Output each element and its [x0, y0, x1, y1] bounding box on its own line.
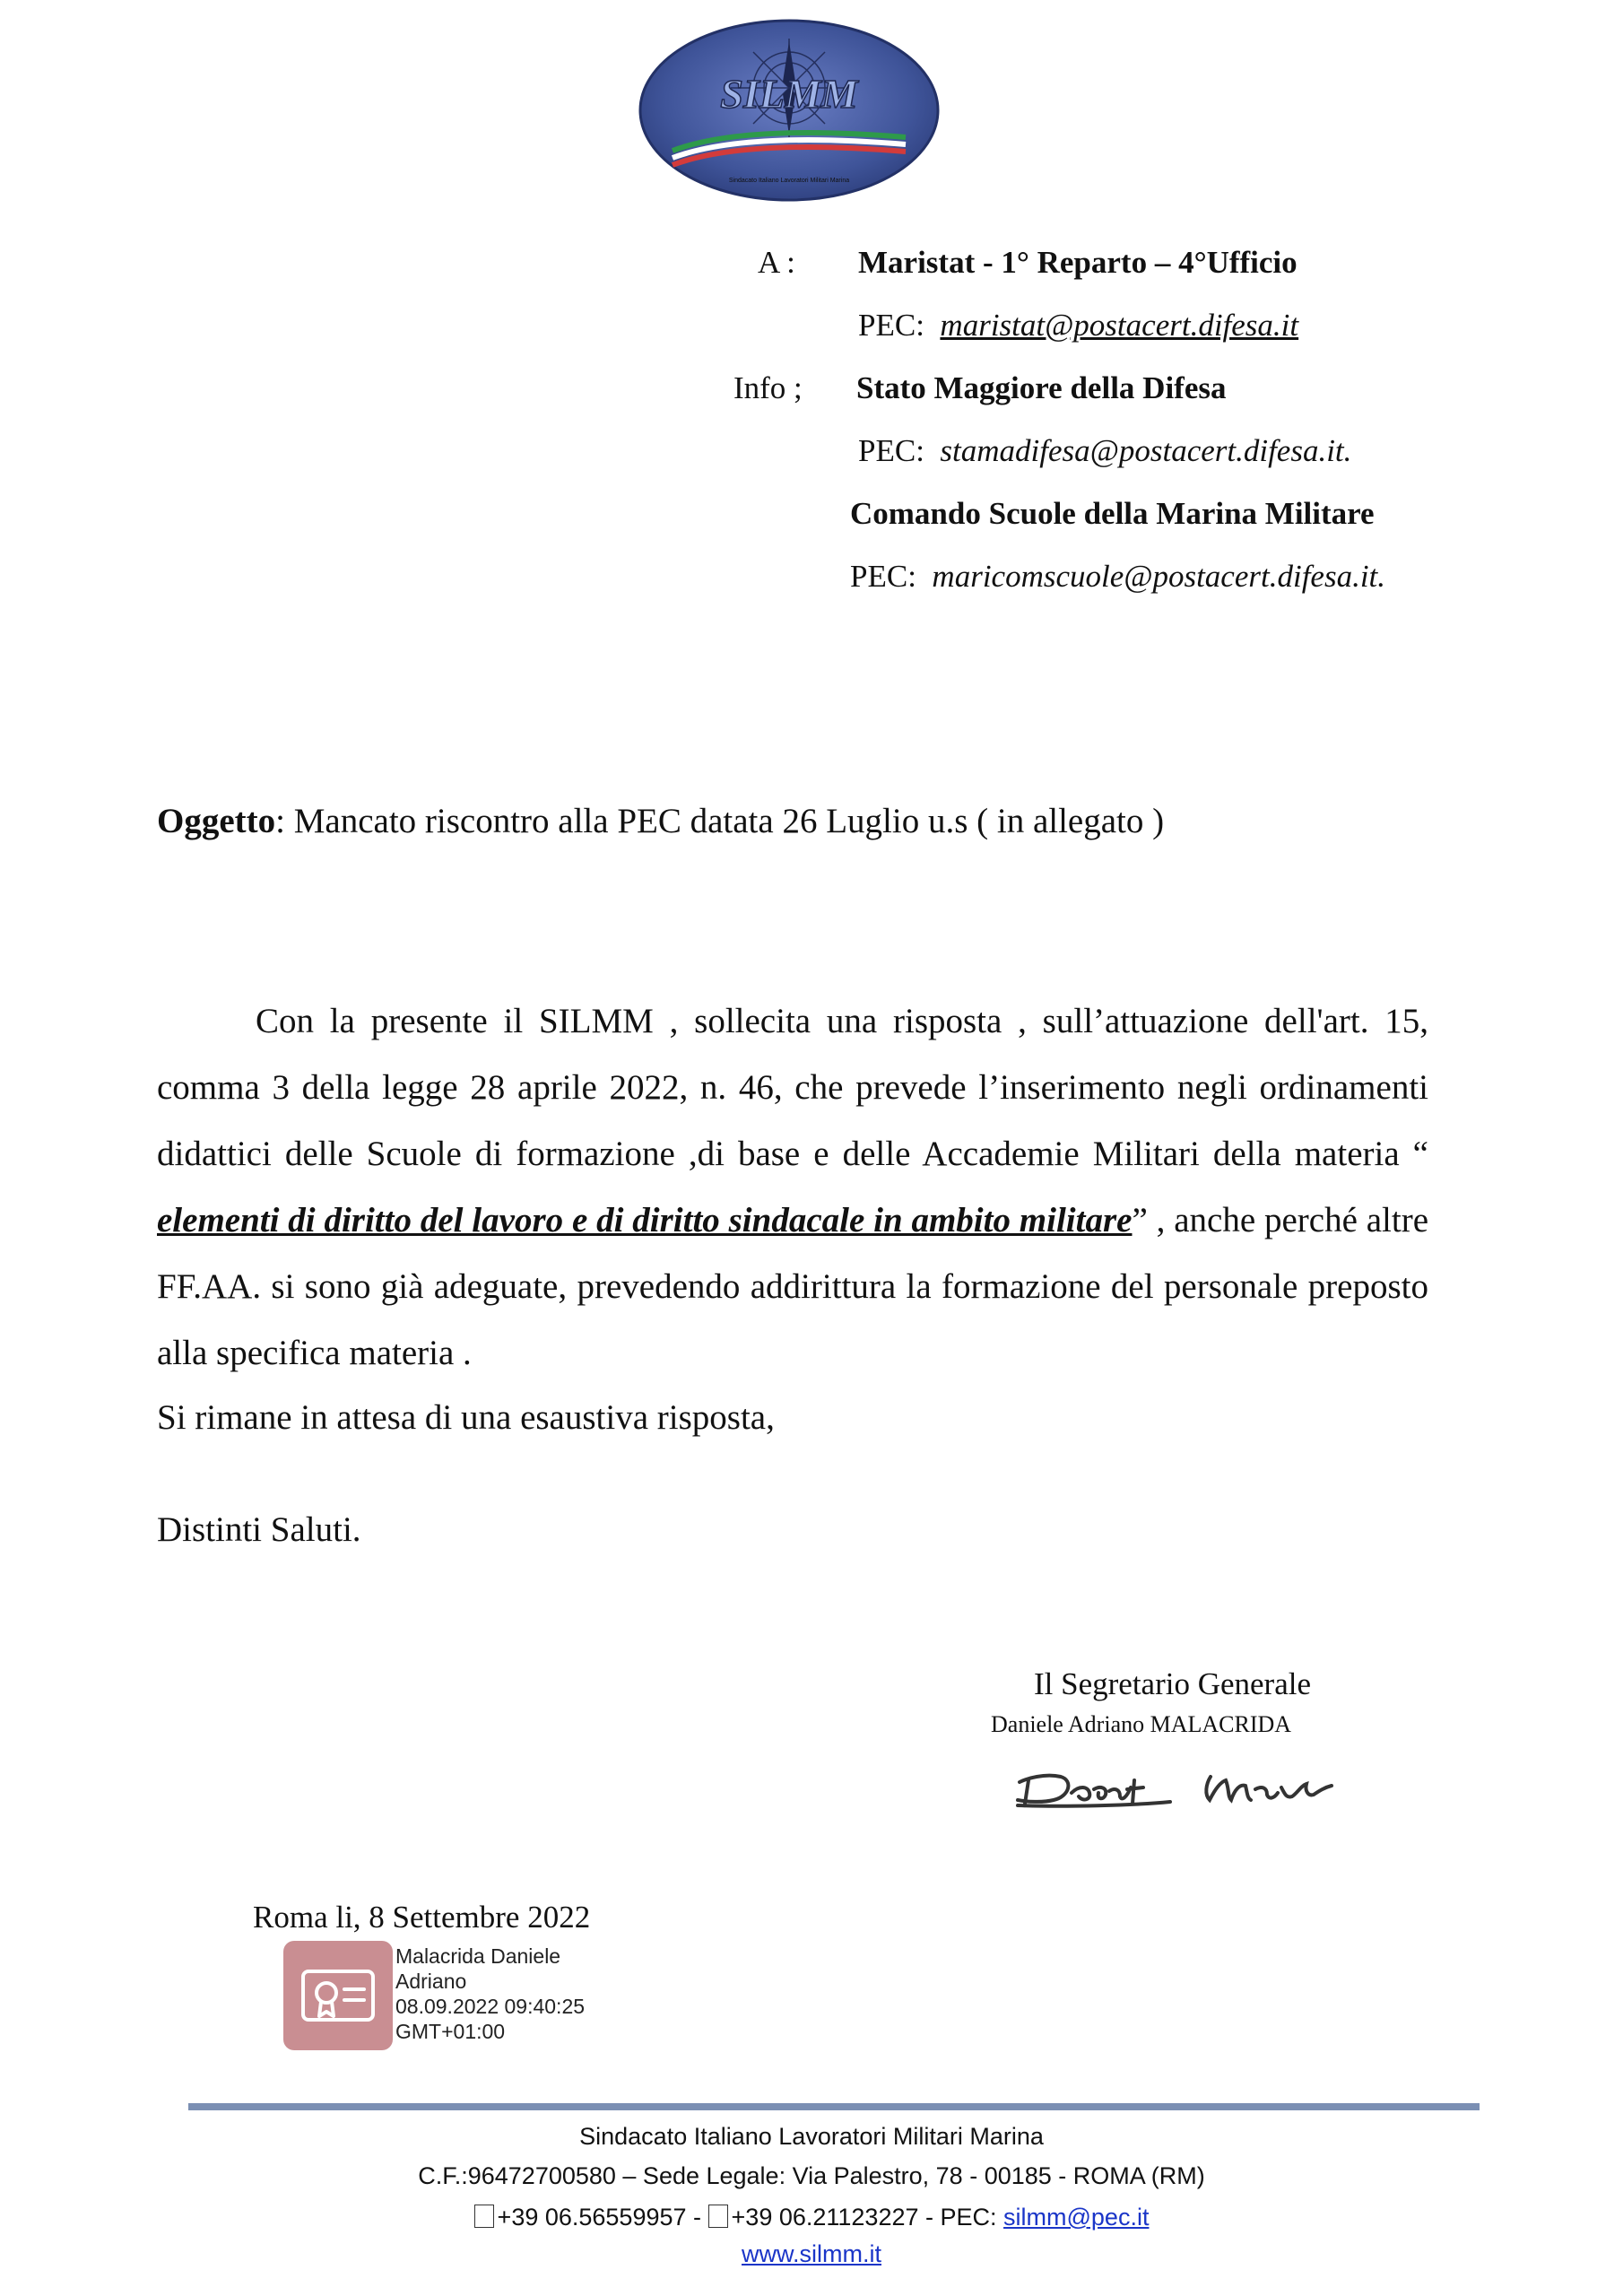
logo-subtitle: Sindacato Italiano Lavoratori Militari Marina — [728, 178, 850, 184]
info2-pec-row — [850, 559, 1385, 595]
footer-pec-link[interactable]: silmm@pec.it — [1003, 2204, 1150, 2231]
info1-name: Stato Maggiore della Difesa — [856, 370, 1227, 405]
subject-line — [157, 801, 1164, 841]
handwritten-signature — [1009, 1753, 1367, 1825]
info1-pec-row — [858, 433, 1351, 469]
body-part1: Con la presente il SILMM , sollecita una risposta , sull’attuazione dell'art. 15, comma 3 della legge 28 aprile 2022, n. 46, che prevede l’inserimento negli ordinamenti didattici delle Scuole di formazione ,di base e delle Accademie Militari della materia “ — [157, 1002, 1428, 1173]
fax-icon — [708, 2205, 728, 2228]
info2-name: Comando Scuole della Marina Militare — [850, 496, 1375, 531]
to-pec-address[interactable]: maristat@postacert.difesa.it — [940, 308, 1299, 343]
to-pec-row — [858, 308, 1298, 344]
closing-line: Si rimane in attesa di una esaustiva risposta, — [157, 1398, 775, 1437]
digital-signature-line1: Malacrida Daniele — [395, 1944, 561, 1968]
info2-pec-label: PEC: — [850, 559, 916, 594]
to-pec-label: PEC: — [858, 308, 924, 343]
date-place: Roma li, 8 Settembre 2022 — [253, 1900, 591, 1935]
certificate-icon — [283, 1941, 393, 2050]
info1-pec-address[interactable]: stamadifesa@postacert.difesa.it. — [940, 433, 1352, 468]
body-emphasis: elementi di diritto del lavoro e di diritto sindacale in ambito militare — [157, 1201, 1133, 1239]
footer-org-name: Sindacato Italiano Lavoratori Militari Marina — [579, 2123, 1044, 2150]
phone-icon — [474, 2205, 494, 2228]
body-paragraph — [157, 988, 1428, 1387]
footer-phone1: +39 06.56559957 - — [497, 2204, 702, 2231]
body-part2: ” , anche perché altre FF.AA. si sono già adeguate, prevedendo addirittura la formazione del personale preposto alla specifica materia . — [157, 1201, 1429, 1372]
digital-signature-line2: Adriano — [395, 1970, 467, 1993]
salutation: Distinti Saluti. — [157, 1510, 361, 1549]
digital-signature-timestamp: 08.09.2022 09:40:25 — [395, 1995, 586, 2018]
silmm-logo — [637, 16, 942, 204]
footer-contacts — [0, 2204, 1623, 2231]
subject-text: : Mancato riscontro alla PEC datata 26 Luglio u.s ( in allegato ) — [275, 802, 1165, 840]
footer-website-row — [0, 2240, 1623, 2268]
subject-label: Oggetto — [157, 802, 276, 840]
digital-signature-timezone: GMT+01:00 — [395, 2020, 506, 2043]
footer-phone2: +39 06.21123227 - PEC: — [731, 2204, 997, 2231]
digital-signature-stamp[interactable] — [283, 1941, 393, 2050]
footer-address: C.F.:96472700580 – Sede Legale: Via Palestro, 78 - 00185 - ROMA (RM) — [418, 2162, 1205, 2189]
info1-pec-label: PEC: — [858, 433, 924, 468]
logo-text: SILMM — [720, 71, 858, 117]
footer-divider — [188, 2103, 1480, 2110]
footer-website-link[interactable]: www.silmm.it — [742, 2240, 881, 2267]
signature-name: Daniele Adriano MALACRIDA — [991, 1711, 1292, 1737]
signature-title: Il Segretario Generale — [1034, 1666, 1312, 1701]
to-name: Maristat - 1° Reparto – 4°Ufficio — [858, 245, 1298, 280]
info2-pec-address[interactable]: maricomscuole@postacert.difesa.it. — [932, 559, 1386, 594]
info-label: Info ; — [733, 370, 803, 405]
to-label: A : — [758, 245, 795, 280]
